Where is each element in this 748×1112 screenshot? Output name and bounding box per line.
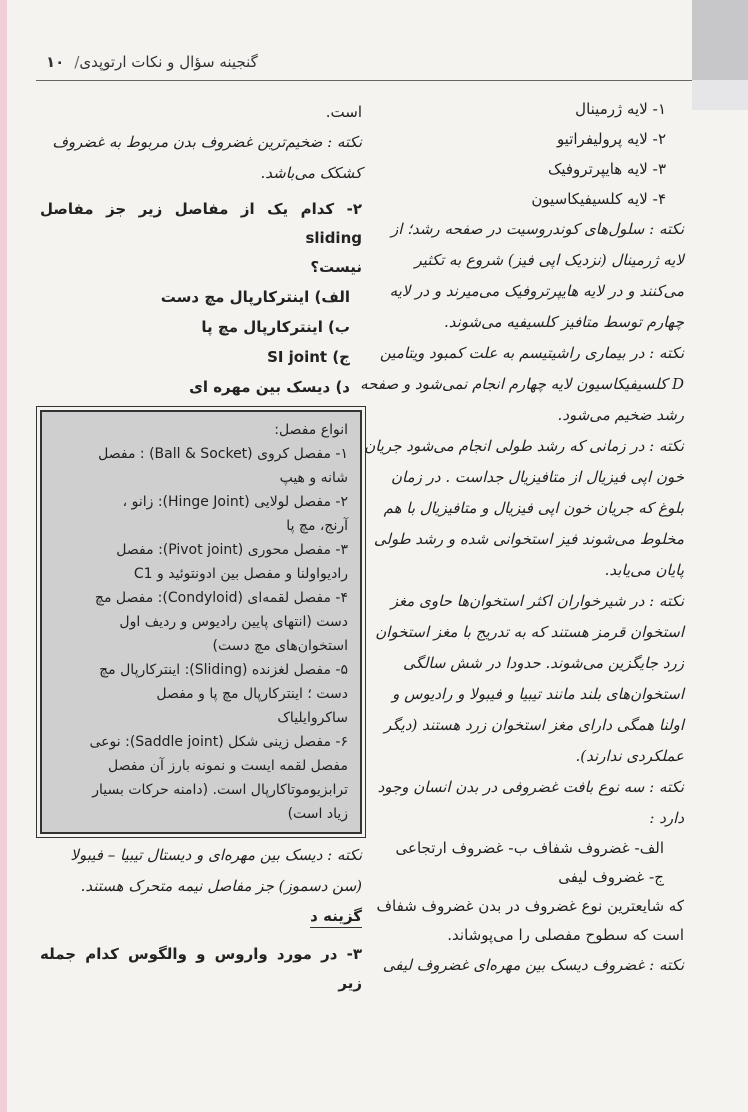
box-line: دست (انتهای پایین رادیوس و ردیف اول	[119, 614, 348, 630]
box-line: ترابزیوموتاکارپال است. (دامنه حرکات بسیار	[92, 782, 348, 798]
box-line: ساکروایلیاک	[277, 710, 348, 726]
box-line: رادیواولنا و مفصل بین ادونتوئید و C1	[133, 566, 348, 582]
note-line: بلوغ که جریان خون اپی فیزیال و متافیزیال با هم	[383, 499, 684, 517]
header-separator: /	[74, 53, 80, 71]
box-line: مفصل لقمه ایست و نمونه بارز آن مفصل	[107, 758, 348, 774]
note-disc-syndesmosis	[40, 840, 362, 902]
note-line: دارد :	[649, 809, 684, 827]
question-2	[40, 195, 362, 282]
note-line: نکته : در بیماری راشیتیسم به علت کمبود ویتامین	[379, 344, 684, 362]
note-cartilage	[356, 772, 684, 834]
cartilage-types-line: ج- غضروف لیفی	[558, 868, 664, 886]
note-line: مخلوط می‌شوند فیز استخوانی شده و رشد طولی	[373, 530, 684, 548]
box-line: ۳- مفصل محوری (Pivot joint): مفصل	[116, 542, 348, 558]
note-line: نکته : سه نوع بافت غضروفی در بدن انسان وجود	[377, 778, 684, 796]
layer-item: ۳- لایه هایپرتروفیک	[547, 160, 666, 178]
note-line: رشد ضخیم می‌شود.	[557, 406, 684, 424]
box-line: آرنج، مچ پا	[286, 518, 348, 534]
note-line: اولنا همگی دارای مغز استخوان زرد هستند (دیگر	[384, 716, 684, 734]
box-line: ۲- مفصل لولایی (Hinge Joint): زانو ،	[122, 494, 348, 510]
box-line: ۱- مفصل کروی (Ball & Socket) : مفصل	[98, 446, 348, 462]
question-line: نیست؟	[310, 258, 362, 276]
box-line: دست ؛ اینترکارپال مچ پا و مفصل	[156, 686, 348, 702]
note-line: استخوان قرمز هستند که به تدریج با مغز استخوان	[375, 623, 684, 641]
question-line: ۲- کدام یک از مفاصل زیر جز مفاصل sliding	[40, 200, 362, 247]
note-growth	[356, 431, 684, 586]
left-column	[40, 98, 362, 998]
note-bone-marrow	[356, 586, 684, 772]
note-rickets	[356, 338, 684, 431]
option-b: ب) اینترکارپال مچ پا	[201, 318, 350, 336]
page-header	[36, 44, 692, 81]
box-line: ۴- مفصل لقمه‌ای (Condyloid): مفصل مچ	[94, 590, 348, 606]
box-line: شانه و هیپ	[279, 470, 348, 486]
note-line: عملکردی ندارند).	[575, 747, 684, 765]
note-line: نکته : ضخیم‌ترین غضروف بدن مربوط به غضروف	[52, 133, 362, 151]
option-d: د) دیسک بین مهره ای	[189, 378, 350, 396]
answer-label: گزینه د	[310, 905, 362, 928]
box-line: ۶- مفصل زینی شکل (Saddle joint): نوعی	[89, 734, 348, 750]
note-line: خون اپی فیزیال از متافیزیال جداست . در زمان	[391, 468, 684, 486]
body-text-line: است.	[325, 103, 362, 121]
option-a: الف) اینترکارپال مچ دست	[160, 288, 350, 306]
layer-item: ۲- لایه پرولیفراتیو	[556, 130, 666, 148]
note-line: نکته : سلول‌های کوندروسیت در صفحه رشد؛ از	[391, 220, 684, 238]
note-line: نکته : در زمانی که رشد طولی انجام می‌شود جریان	[364, 437, 684, 455]
page-number: ۱۰	[46, 53, 65, 71]
box-line: ۵- مفصل لغزنده (Sliding): اینترکارپال مچ	[99, 662, 348, 678]
note-line: می‌کنند و در لایه هایپرتروفیک می‌میرند و در لایه	[389, 282, 684, 300]
question-3: ۳- در مورد واروس و والگوس کدام جمله زیر	[40, 945, 362, 992]
note-line: D کلسیفیکاسیون لایه چهارم انجام نمی‌شود و صفحه	[360, 375, 684, 393]
note-line: نکته : در شیرخواران اکثر استخوان‌ها حاوی مغز	[390, 592, 684, 610]
note-disc: نکته : غضروف دیسک بین مهره‌ای غضروف لیفی	[382, 956, 684, 974]
joint-types-box	[40, 410, 362, 834]
body-text-line: است که سطوح مفصلی را می‌پوشاند.	[447, 926, 684, 944]
layer-item: ۴- لایه کلسیفیکاسیون	[531, 190, 666, 208]
note-line: زرد جایگزین می‌شوند. حدودا در شش سالگی	[403, 654, 684, 672]
note-line: نکته : دیسک بین مهره‌ای و دیستال تیبیا – فیبولا	[70, 846, 362, 864]
note-line: (سن دسموز) جز مفاصل نیمه متحرک هستند.	[80, 877, 362, 895]
cartilage-types-line: الف- غضروف شفاف ب- غضروف ارتجاعی	[395, 839, 664, 857]
right-column	[356, 94, 684, 981]
note-line: چهارم توسط متافیز کلسیفیه می‌شوند.	[443, 313, 684, 331]
note-line: کشکک می‌باشد.	[260, 164, 362, 182]
note-line: استخوان‌های بلند مانند تیبیا و فیبولا و رادیوس و	[392, 685, 684, 703]
note-patella	[40, 127, 362, 189]
chapter-tab-shade	[692, 80, 748, 110]
chapter-tab	[692, 0, 748, 80]
book-title: گنجینه سؤال و نکات ارتوپدی	[79, 53, 258, 71]
option-c: ج) SI joint	[267, 348, 350, 366]
note-chondrocytes	[356, 214, 684, 338]
note-line: پایان می‌یابد.	[604, 561, 684, 579]
body-text-line: که شایعترین نوع غضروف در بدن غضروف شفاف	[376, 897, 684, 915]
box-line: انواع مفصل:	[274, 422, 348, 438]
layer-item: ۱- لایه ژرمینال	[575, 100, 666, 118]
box-line: زیاد است)	[287, 806, 348, 822]
page-edge-strip	[0, 0, 7, 1112]
note-line: لایه ژرمینال (نزدیک اپی فیز) شروع به تکثیر	[414, 251, 684, 269]
box-line: استخوان‌های مچ دست)	[212, 638, 348, 654]
